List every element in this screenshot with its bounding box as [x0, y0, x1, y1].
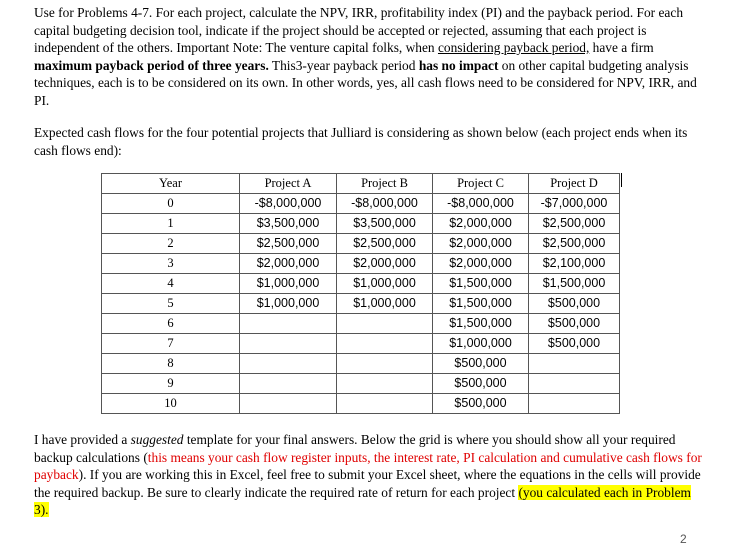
cash-flow-cell [529, 354, 620, 374]
cash-flow-cell [240, 334, 337, 354]
column-header: Project D [529, 174, 620, 194]
cash-flow-cell [337, 314, 433, 334]
cash-flow-cell: $500,000 [529, 314, 620, 334]
cash-flow-cell: $1,000,000 [240, 294, 337, 314]
column-header: Project B [337, 174, 433, 194]
column-header: Year [102, 174, 240, 194]
cash-flow-cell [337, 334, 433, 354]
year-cell: 9 [102, 374, 240, 394]
cash-flow-cell: $1,000,000 [337, 294, 433, 314]
cash-flow-cell: -$8,000,000 [240, 194, 337, 214]
year-cell: 4 [102, 274, 240, 294]
year-cell: 0 [102, 194, 240, 214]
cash-flow-cell [529, 394, 620, 414]
cash-flow-cell [240, 394, 337, 414]
year-cell: 8 [102, 354, 240, 374]
cash-flow-cell: $2,500,000 [337, 234, 433, 254]
highlighted-note: (you calculated each in Problem 3). [34, 484, 691, 517]
cash-flow-cell [337, 374, 433, 394]
cash-flow-cell: $2,000,000 [240, 254, 337, 274]
year-cell: 3 [102, 254, 240, 274]
cash-flow-cell: $2,000,000 [433, 214, 529, 234]
cash-flow-cell: $500,000 [433, 394, 529, 414]
year-cell: 7 [102, 334, 240, 354]
cash-flow-cell: $2,000,000 [433, 254, 529, 274]
cash-flow-cell: $1,500,000 [433, 314, 529, 334]
table-row [102, 354, 620, 374]
page-number: 2 [680, 532, 687, 546]
cash-flow-cell: $1,500,000 [433, 274, 529, 294]
cash-flow-cell: $2,500,000 [240, 234, 337, 254]
cash-flow-cell: $3,500,000 [337, 214, 433, 234]
no-impact-bold: has no impact [418, 57, 499, 73]
table-row [102, 374, 620, 394]
cash-flow-cell [529, 374, 620, 394]
cash-flow-cell [337, 354, 433, 374]
red-backup-note: this means your cash flow register inputs, the interest rate, PI calculation and cumulative cash flows for payback [34, 449, 702, 482]
cash-flow-cell [240, 314, 337, 334]
suggested-italic: suggested [130, 432, 184, 447]
cash-flow-cell: $2,500,000 [529, 214, 620, 234]
cash-flow-cell: $500,000 [529, 294, 620, 314]
table-header-row [102, 174, 620, 194]
cash-flow-cell: $3,500,000 [240, 214, 337, 234]
instructions-paragraph: Use for Problems 4-7. For each project, calculate the NPV, IRR, profitability index (PI) and the payback period. For each capital budgeting decision tool, indicate if the project should be accepted or rejected, assuming that each project is independent of the others. Important Note: The venture capital folks, when considering payback period, have a firm maximum payback period of three years. This3-year payback period has no impact on other capital budgeting analysis techniques, each is to be considered on its own. In other words, yes, all cash flows need to be considered for NPV, IRR, and PI. [34, 5, 697, 108]
cash-flow-cell [240, 354, 337, 374]
cash-flow-table [101, 173, 620, 414]
template-instructions: I have provided a suggested template for your final answers. Below the grid is where you should show all your required backup calculations (this means your cash flow register inputs, the interest rate, PI calculation and cumulative cash flows for payback). If you are working this in Excel, feel free to submit your Excel sheet, where the equations in the cells will provide the required backup. Be sure to clearly indicate the required rate of return for each project (you calculated each in Problem 3). [34, 432, 702, 517]
table-row [102, 334, 620, 354]
year-cell: 6 [102, 314, 240, 334]
year-cell: 1 [102, 214, 240, 234]
cash-flow-cell: $1,000,000 [240, 274, 337, 294]
cash-flow-cell: $1,500,000 [529, 274, 620, 294]
cash-flow-cell: -$7,000,000 [529, 194, 620, 214]
underlined-payback-text: considering payback period, [437, 40, 590, 55]
cash-flow-cell: $2,500,000 [529, 234, 620, 254]
cash-flow-cell [240, 374, 337, 394]
cash-flow-cell: -$8,000,000 [433, 194, 529, 214]
text-cursor [621, 173, 622, 187]
cash-flow-cell: $2,100,000 [529, 254, 620, 274]
table-row [102, 294, 620, 314]
year-cell: 2 [102, 234, 240, 254]
cash-flow-cell: $500,000 [433, 374, 529, 394]
column-header: Project C [433, 174, 529, 194]
cash-flow-cell: -$8,000,000 [337, 194, 433, 214]
cash-flow-cell: $2,000,000 [337, 254, 433, 274]
year-cell: 5 [102, 294, 240, 314]
year-cell: 10 [102, 394, 240, 414]
cash-flow-cell: $1,500,000 [433, 294, 529, 314]
cash-flow-cell [337, 394, 433, 414]
table-row [102, 394, 620, 414]
table-row [102, 214, 620, 234]
cash-flow-intro: Expected cash flows for the four potential projects that Julliard is considering as shown below (each project ends when its cash flows end): [34, 125, 688, 158]
cash-flow-cell: $1,000,000 [337, 274, 433, 294]
cash-flow-cell: $500,000 [529, 334, 620, 354]
cash-flow-cell: $2,000,000 [433, 234, 529, 254]
table-row [102, 234, 620, 254]
cash-flow-cell: $500,000 [433, 354, 529, 374]
table-row [102, 314, 620, 334]
table-row [102, 254, 620, 274]
max-payback-bold: maximum payback period of three years. [34, 57, 269, 73]
cash-flow-cell: $1,000,000 [433, 334, 529, 354]
table-row [102, 194, 620, 214]
table-row [102, 274, 620, 294]
column-header: Project A [240, 174, 337, 194]
